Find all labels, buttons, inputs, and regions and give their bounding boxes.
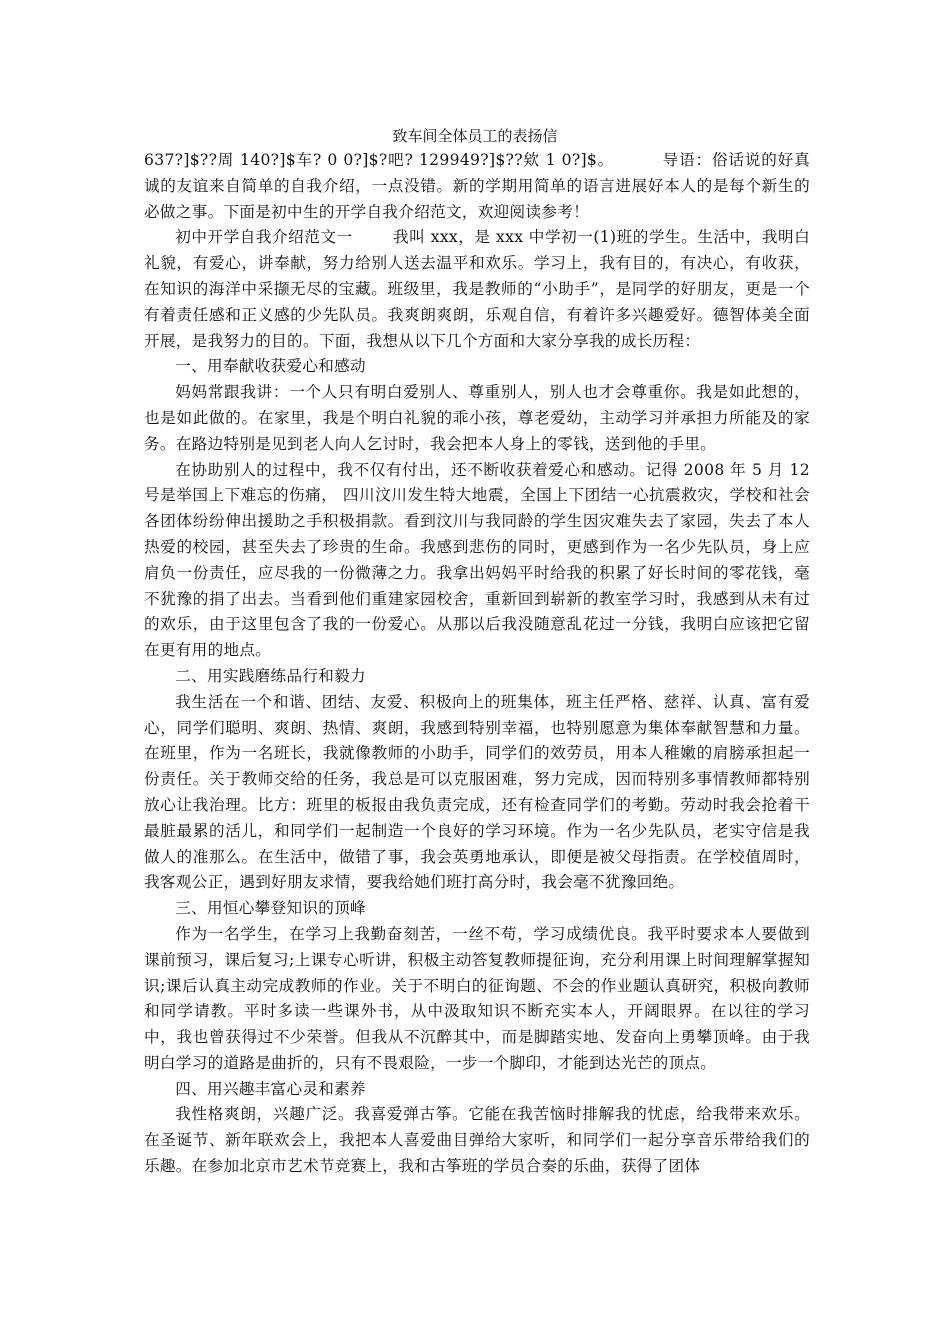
essay-intro-text: 我叫 xxx，是 xxx 中学初一(1)班的学生。生活中，我明白礼貌，有爱心，讲奉献，努力给别人送去温平和欢乐。学习上，我有目的，有决心，有收获，在知识的海洋中采撷无尽的宝藏。班级里，我是教师的“小助手”，是同学的好朋友，更是一个有着责任感和正义感的少先队员。我爽朗爽朗，乐观自信，有着许多兴趣爱好。德智体美全面开展，是我努力的目的。下面，我想从以下几个方面和大家分享我的成长历程： (144, 228, 810, 350)
section2-paragraph-1: 我生活在一个和谐、团结、友爱、积极向上的班集体，班主任严格、慈祥、认真、富有爱心，同学们聪明、爽朗、热情、爽朗，我感到特别幸福，也特别愿意为集体奉献智慧和力量。在班里，作为一名班长，我就像教师的小助手，同学们的效劳员，用本人稚嫩的肩膀承担起一份责任。关于教师交给的任务，我总是可以克服困难，努力完成，因而特别多事情教师都特别放心让我治理。比方：班里的板报由我负责完成，还有检查同学们的考勤。劳动时我会抢着干最脏最累的活儿，和同学们一起制造一个良好的学习环境。作为一名少先队员，老实守信是我做人的准那么。在生活中，做错了事，我会英勇地承认，即便是被父母指责。在学校值周时，我客观公正，遇到好朋友求情，要我给她们班打高分时，我会毫不犹豫回绝。 (144, 692, 810, 892)
document-body (144, 148, 810, 1180)
section1-paragraph-2: 在协助别人的过程中，我不仅有付出，还不断收获着爱心和感动。记得 2008 年 5 月 12 号是举国上下难忘的伤痛， 四川汶川发生特大地震，全国上下团结一心抗震救灾，学校和社会各团体纷纷伸出援助之手积极捐款。看到汶川与我同龄的学生因灾难失去了家园，失去了本人热爱的校园，甚至失去了珍贵的生命。我感到悲伤的同时，更感到作为一名少先队员，身上应肩负一份责任，应尽我的一份微薄之力。我拿出妈妈平时给我的积累了好长时间的零花钱，毫不犹豫的捐了出去。当看到他们重建家园校舍，重新回到崭新的教室学习时，我感到从未有过的欢乐，由于这里包含了我的一份爱心。从那以后我没随意乱花过一分钱，我明白应该把它留在更有用的地点。 (144, 460, 810, 660)
section1-heading: 一、用奉献收获爱心和感动 (175, 357, 366, 376)
essay-intro-paragraph (144, 225, 810, 354)
section3-heading: 三、用恒心攀登知识的顶峰 (175, 899, 366, 918)
section3-paragraph-1: 作为一名学生，在学习上我勤奋刻苦，一丝不苟，学习成绩优良。我平时要求本人要做到课前预习，课后复习;上课专心听讲，积极主动答复教师提征询，充分利用课上时间理解掌握知识;课后认真主动完成教师的作业。关于不明白的征询题、不会的作业题认真研究，积极向教师和同学请教。平时多读一些课外书，从中汲取知识不断充实本人，开阔眼界。在以往的学习中，我也曾获得过不少荣誉。但我从不沉醉其中，而是脚踏实地、发奋向上勇攀顶峰。由于我明白学习的道路是曲折的，只有不畏艰险，一步一个脚印，才能到达光芒的顶点。 (144, 924, 810, 1072)
header-paragraph (144, 148, 810, 225)
essay-label: 初中开学自我介绍范文一 (175, 228, 353, 247)
section2-heading: 二、用实践磨练品行和毅力 (175, 666, 366, 685)
document-title: 致车间全体员工的表扬信 (392, 127, 558, 145)
section4-paragraph-1: 我性格爽朗，兴趣广泛。我喜爱弹古筝。它能在我苦恼时排解我的忧虑，给我带来欢乐。在圣诞节、新年联欢会上，我把本人喜爱曲目弹给大家听，和同学们一起分享音乐带给我们的乐趣。在参加北京市艺术节竞赛上，我和古筝班的学员合奏的乐曲，获得了团体 (144, 1105, 810, 1176)
intro-text: 导语：俗话说的好真诚的友谊来自简单的自我介绍，一点没错。新的学期用简单的语言进展好本人的是每个新生的必做之事。下面是初中生的开学自我介绍范文，欢迎阅读参考！ (144, 151, 810, 221)
header-garble-text: 637?]$??周 140?]$车? 0 0?]$?吧? 129949?]$??欸 1 0?]$。 (144, 151, 615, 169)
section4-heading: 四、用兴趣丰富心灵和素养 (175, 1079, 366, 1098)
section1-paragraph-1: 妈妈常跟我讲：一个人只有明白爱别人、尊重别人，别人也才会尊重你。我是如此想的，也是如此做的。在家里，我是个明白礼貌的乖小孩，尊老爱幼，主动学习并承担力所能及的家务。在路边特别是见到老人向人乞讨时，我会把本人身上的零钱，送到他的手里。 (144, 383, 810, 453)
